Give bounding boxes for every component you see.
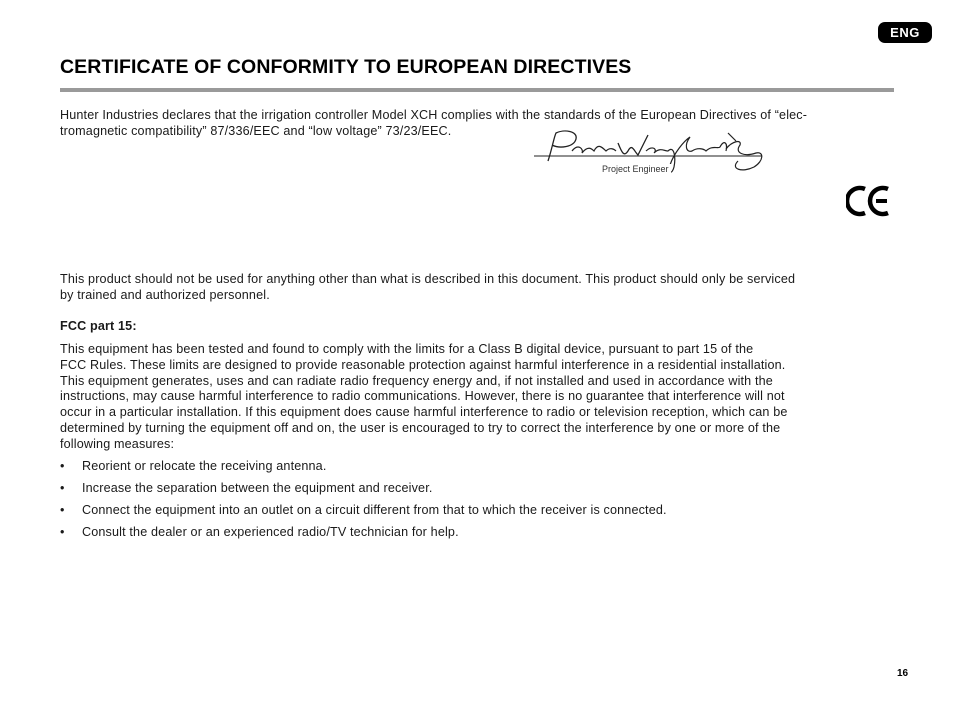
list-item (60, 458, 667, 480)
fcc-line: This equipment has been tested and found to comply with the limits for a Class B digital device, pursuant to part 15 of the (60, 342, 754, 356)
usage-line-1: This product should not be used for anything other than what is described in this document. This product should only be serviced (60, 272, 796, 286)
fcc-heading: FCC part 15: (60, 319, 137, 333)
fcc-measures-list (60, 458, 667, 546)
language-badge: ENG (878, 22, 932, 43)
list-item-text: Increase the separation between the equipment and receiver. (82, 481, 433, 495)
signature-caption: Project Engineer (602, 164, 669, 174)
fcc-line: following measures: (60, 436, 175, 451)
declaration-line-1: Hunter Industries declares that the irrigation controller Model XCH complies with the standards of the European Directives of “elec- (60, 108, 808, 122)
declaration-paragraph (60, 108, 900, 140)
bullet-icon: • (60, 481, 65, 495)
list-item (60, 480, 667, 502)
fcc-line: instructions, may cause harmful interference to radio communications. However, there is no guarantee that interference will not (60, 389, 785, 404)
bullet-icon: • (60, 459, 65, 473)
list-item-text: Consult the dealer or an experienced radio/TV technician for help. (82, 525, 459, 539)
usage-line-2: by trained and authorized personnel. (60, 287, 270, 302)
usage-paragraph (60, 272, 900, 304)
list-item-text: Connect the equipment into an outlet on a circuit different from that to which the receiver is connected. (82, 503, 667, 517)
fcc-paragraph (60, 342, 900, 453)
list-item-text: Reorient or relocate the receiving antenna. (82, 459, 327, 473)
fcc-line: This equipment generates, uses and can radiate radio frequency energy and, if not installed and used in accordance with the (60, 373, 773, 388)
declaration-line-2: tromagnetic compatibility” 87/336/EEC and “low voltage” 73/23/EEC. (60, 123, 452, 138)
title-divider (60, 88, 894, 92)
bullet-icon: • (60, 503, 65, 517)
list-item (60, 524, 667, 546)
page-title: CERTIFICATE OF CONFORMITY TO EUROPEAN DIRECTIVES (60, 56, 632, 78)
list-item (60, 502, 667, 524)
page-number: 16 (897, 668, 909, 679)
fcc-line: occur in a particular installation. If this equipment does cause harmful interference to radio or television reception, which can be (60, 405, 788, 420)
bullet-icon: • (60, 525, 65, 539)
ce-mark-icon (846, 184, 892, 218)
fcc-line: FCC Rules. These limits are designed to provide reasonable protection against harmful interference in a residential installation. (60, 357, 786, 372)
fcc-line: determined by turning the equipment off and on, the user is encouraged to try to correct the interference by one or more of the (60, 420, 781, 435)
